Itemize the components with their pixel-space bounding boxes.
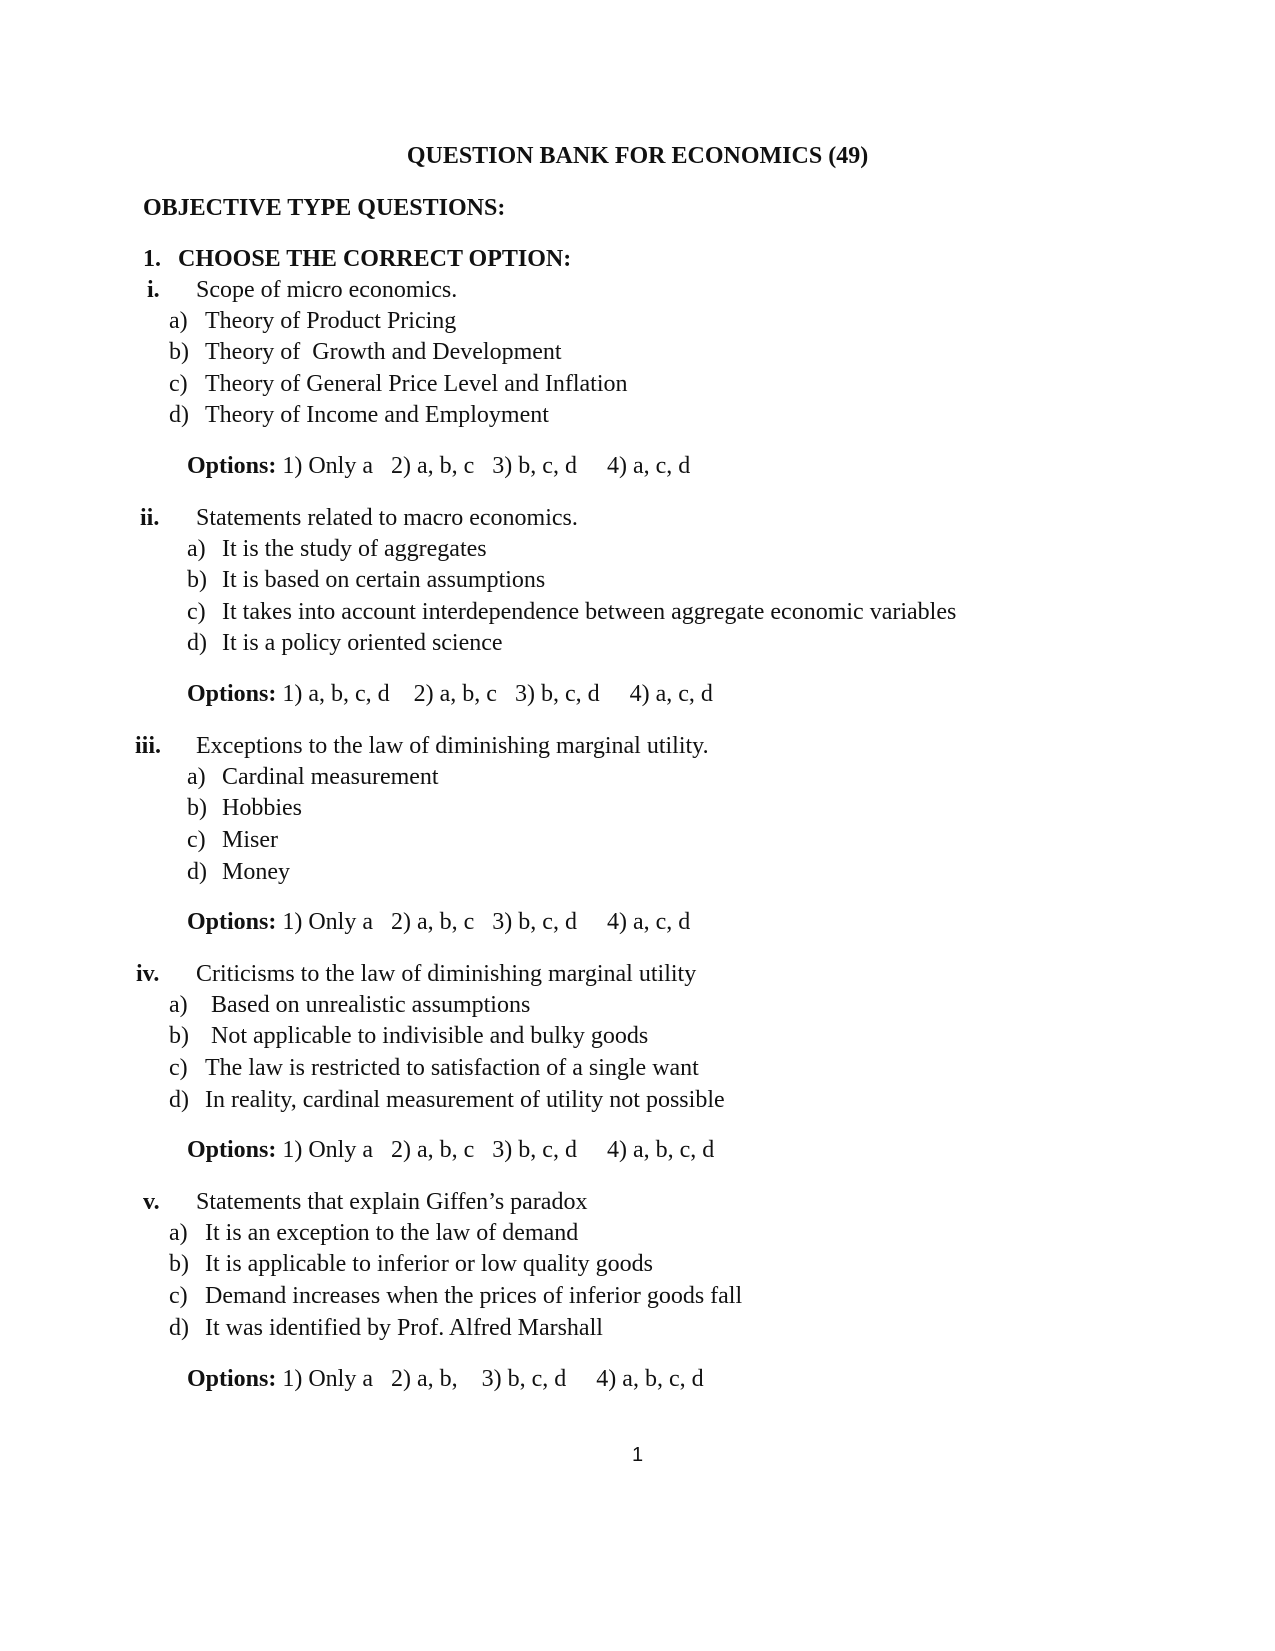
option-text: It is based on certain assumptions	[222, 567, 546, 593]
option-letter: d)	[169, 1315, 189, 1341]
option-text: Money	[222, 859, 290, 885]
option-text: In reality, cardinal measurement of utility not possible	[205, 1087, 725, 1113]
answer-options-line	[187, 1135, 714, 1165]
option-letter: a)	[169, 308, 188, 334]
page-number: 1	[631, 1444, 644, 1466]
question-numeral: iv.	[136, 961, 160, 987]
options-label: Options:	[187, 453, 277, 479]
options-choices: 1) Only a 2) a, b, c 3) b, c, d 4) a, c, d	[276, 909, 691, 935]
options-choices: 1) Only a 2) a, b, c 3) b, c, d 4) a, c, d	[276, 453, 691, 479]
option-letter: b)	[187, 795, 207, 821]
option-letter: b)	[169, 1251, 189, 1277]
option-text: Miser	[222, 827, 278, 853]
option-letter: c)	[187, 599, 206, 625]
option-text: Hobbies	[222, 795, 302, 821]
option-letter: b)	[169, 1023, 189, 1049]
section-heading: OBJECTIVE TYPE QUESTIONS:	[143, 195, 506, 221]
question-stem: Exceptions to the law of diminishing marginal utility.	[196, 733, 709, 759]
option-letter: c)	[169, 1283, 188, 1309]
answer-options-line	[187, 679, 713, 709]
option-text: It is an exception to the law of demand	[205, 1220, 579, 1246]
option-text: Cardinal measurement	[222, 764, 439, 790]
option-letter: a)	[169, 1220, 188, 1246]
option-text: It was identified by Prof. Alfred Marshall	[205, 1315, 603, 1341]
options-choices: 1) Only a 2) a, b, c 3) b, c, d 4) a, b, c, d	[276, 1137, 715, 1163]
option-letter: d)	[187, 630, 207, 656]
options-choices: 1) a, b, c, d 2) a, b, c 3) b, c, d 4) a, c, d	[276, 681, 713, 707]
answer-options-line	[187, 1364, 704, 1394]
option-letter: a)	[187, 536, 206, 562]
option-letter: a)	[187, 764, 206, 790]
options-label: Options:	[187, 1366, 277, 1392]
question-numeral: i.	[147, 277, 160, 303]
option-letter: d)	[187, 859, 207, 885]
option-text: Theory of Growth and Development	[205, 339, 562, 365]
question-numeral: ii.	[140, 505, 160, 531]
option-text: Theory of Product Pricing	[205, 308, 457, 334]
option-letter: d)	[169, 1087, 189, 1113]
options-label: Options:	[187, 1137, 277, 1163]
options-label: Options:	[187, 909, 277, 935]
options-label: Options:	[187, 681, 277, 707]
question-stem: Statements related to macro economics.	[196, 505, 578, 531]
option-letter: c)	[169, 371, 188, 397]
option-letter: c)	[169, 1055, 188, 1081]
subsection-number: 1.	[143, 246, 161, 272]
question-stem: Scope of micro economics.	[196, 277, 458, 303]
option-text: It is the study of aggregates	[222, 536, 487, 562]
option-text: Not applicable to indivisible and bulky goods	[205, 1023, 649, 1049]
option-text: The law is restricted to satisfaction of a single want	[205, 1055, 699, 1081]
question-stem: Criticisms to the law of diminishing marginal utility	[196, 961, 697, 987]
question-stem: Statements that explain Giffen’s paradox	[196, 1189, 588, 1215]
option-text: It is applicable to inferior or low quality goods	[205, 1251, 653, 1277]
option-text: Demand increases when the prices of inferior goods fall	[205, 1283, 743, 1309]
question-numeral: v.	[143, 1189, 160, 1215]
option-text: Theory of General Price Level and Inflation	[205, 371, 628, 397]
option-letter: c)	[187, 827, 206, 853]
answer-options-line	[187, 451, 690, 481]
option-text: Theory of Income and Employment	[205, 402, 549, 428]
option-letter: a)	[169, 992, 188, 1018]
option-text: It is a policy oriented science	[222, 630, 503, 656]
option-letter: b)	[187, 567, 207, 593]
document-title: QUESTION BANK FOR ECONOMICS (49)	[406, 143, 869, 169]
option-text: It takes into account interdependence between aggregate economic variables	[222, 599, 957, 625]
subsection-heading: CHOOSE THE CORRECT OPTION:	[178, 246, 572, 272]
option-letter: b)	[169, 339, 189, 365]
question-numeral: iii.	[135, 733, 162, 759]
option-letter: d)	[169, 402, 189, 428]
answer-options-line	[187, 907, 690, 937]
options-choices: 1) Only a 2) a, b, 3) b, c, d 4) a, b, c, d	[276, 1366, 704, 1392]
option-text: Based on unrealistic assumptions	[205, 992, 531, 1018]
